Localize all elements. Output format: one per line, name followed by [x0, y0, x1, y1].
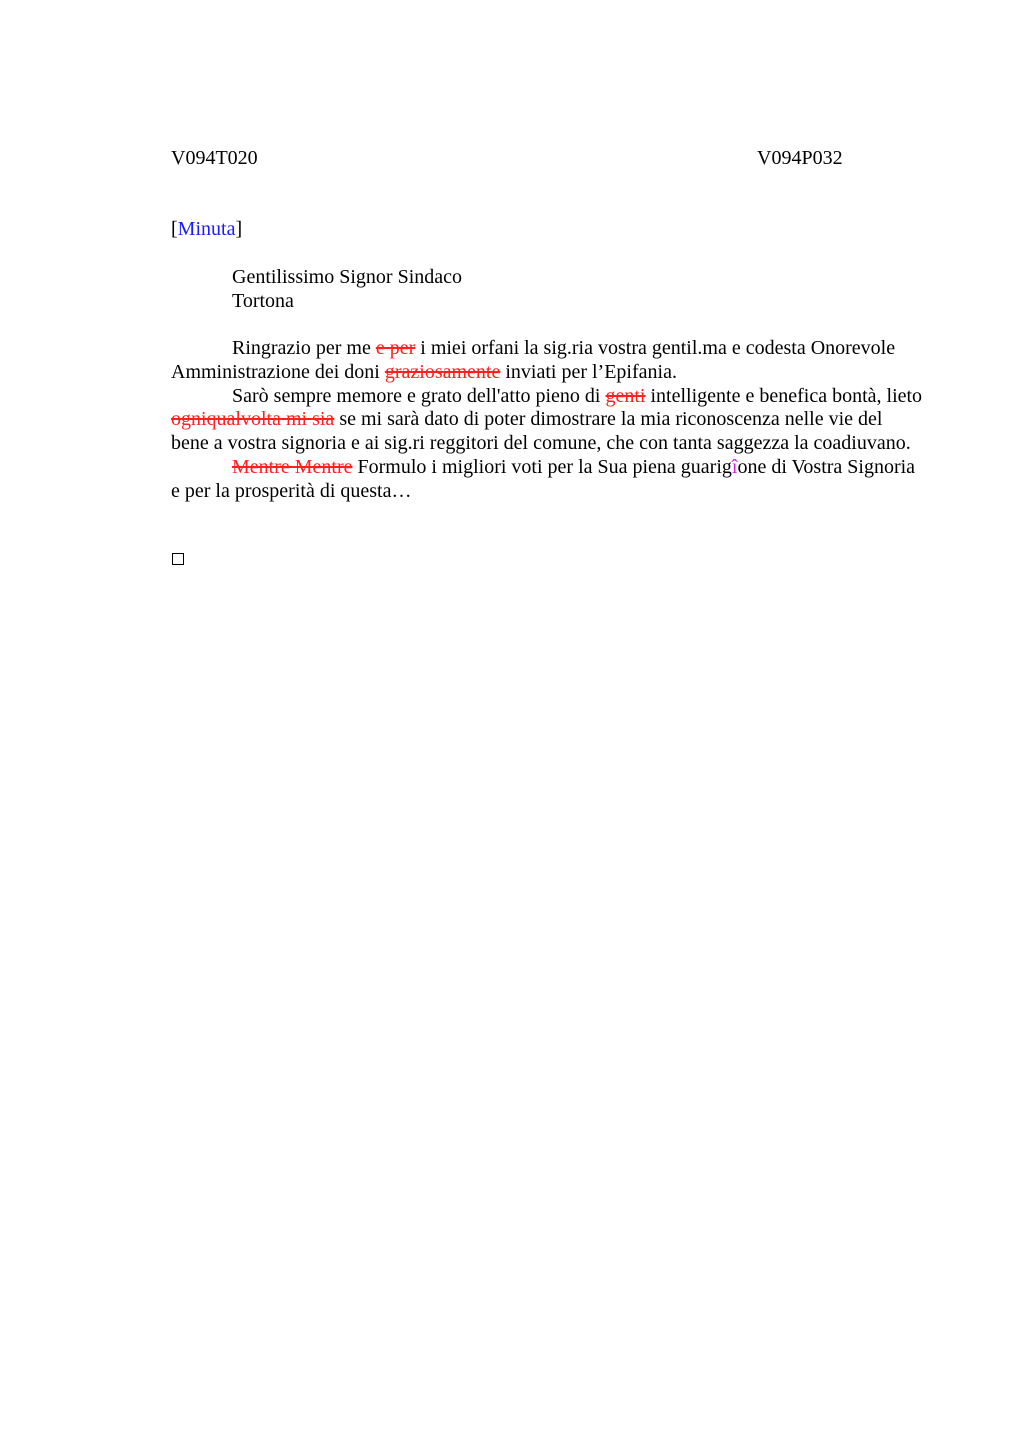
open-bracket: [ [171, 218, 178, 240]
deleted-text: ogniqualvolta mi sia [171, 408, 335, 431]
paragraph-3 [171, 456, 923, 504]
paragraph-2 [171, 385, 923, 456]
deleted-text: genti [605, 384, 646, 407]
text-run: se mi sarà dato di poter dimostrare la mia riconoscenza nelle vie del bene a vostra signoria e ai sig.ri reggitori del comune, che con tanta saggezza la coadiuvano. [171, 408, 911, 455]
document-code-left: V094T020 [171, 147, 258, 169]
text-run: Formulo i migliori voti per la Sua piena guarig [352, 455, 732, 478]
salutation: Gentilissimo Signor Sindaco [232, 266, 462, 288]
inserted-text: î [731, 455, 738, 478]
letter-body [171, 337, 923, 504]
minuta-label: Minuta [177, 218, 236, 240]
city: Tortona [232, 290, 294, 312]
text-run: intelligente e benefica bontà, lieto [645, 384, 923, 407]
text-run: Sarò sempre memore e grato dell'atto pieno di [232, 384, 606, 407]
text-run: i miei orfani la sig.ria vostra gentil.ma e codesta Onorevole Amministrazione dei doni [171, 337, 896, 383]
close-bracket: ] [235, 218, 243, 240]
deleted-text: graziosamente [384, 360, 501, 383]
text-run: one di Vostra Signoria e per la prosperità di questa… [171, 455, 916, 502]
document-code-right: V094P032 [757, 147, 843, 169]
minuta-note [171, 217, 242, 241]
deleted-text: e per [375, 337, 416, 359]
address-block [232, 265, 462, 313]
text-run: inviati per l’Epifania. [500, 360, 677, 383]
checkbox-square-icon [172, 553, 184, 565]
text-run: Ringrazio per me [232, 337, 376, 359]
paragraph-1 [171, 337, 923, 385]
deleted-text: Mentre Mentre [232, 455, 353, 478]
